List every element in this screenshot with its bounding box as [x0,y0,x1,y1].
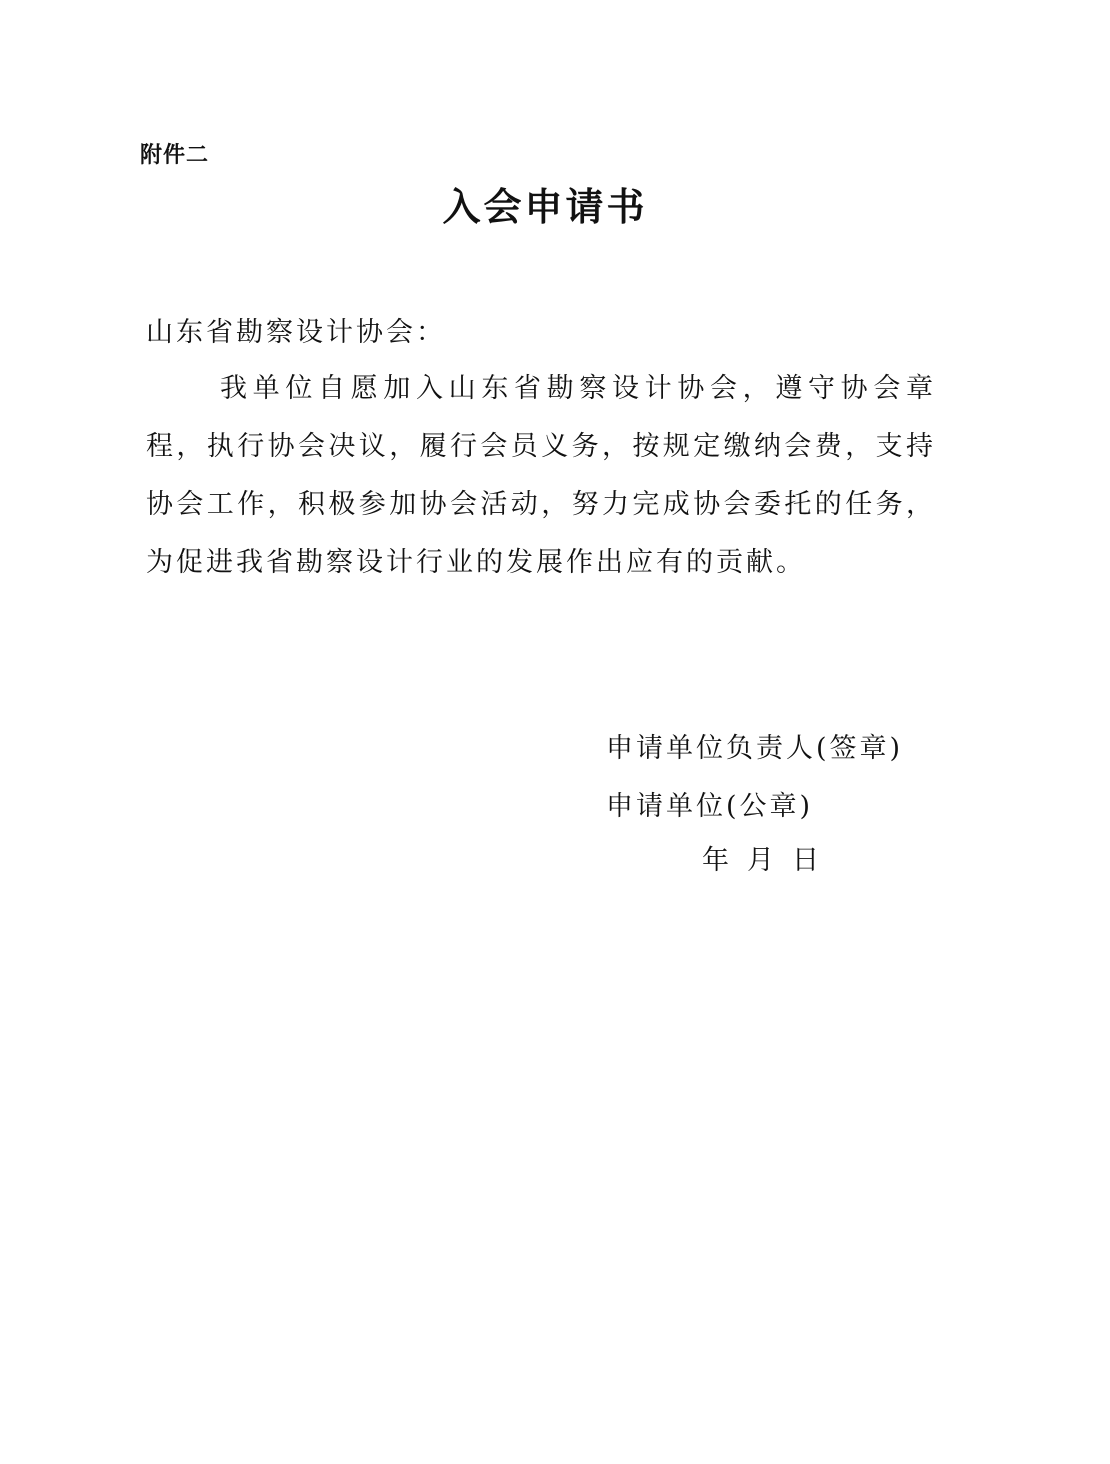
body-paragraph: 我单位自愿加入山东省勘察设计协会，遵守协会章程，执行协会决议，履行会员义务，按规定缴纳会费，支持协会工作，积极参加协会活动，努力完成协会委托的任务，为促进我省勘察设计行业的发展作出应有的贡献。 [146,373,936,578]
date-line [702,838,819,877]
unit-seal-line: 申请单位(公章) [606,791,814,822]
month-label: 月 [747,845,774,876]
signature-block [606,720,903,836]
attachment-label: 附件二 [140,143,210,168]
document-title: 入会申请书 [442,185,648,229]
year-label: 年 [702,845,729,876]
leader-signature-line: 申请单位负责人(签章) [606,733,904,764]
day-label: 日 [792,845,819,876]
salutation: 山东省勘察设计协会： [146,317,446,348]
